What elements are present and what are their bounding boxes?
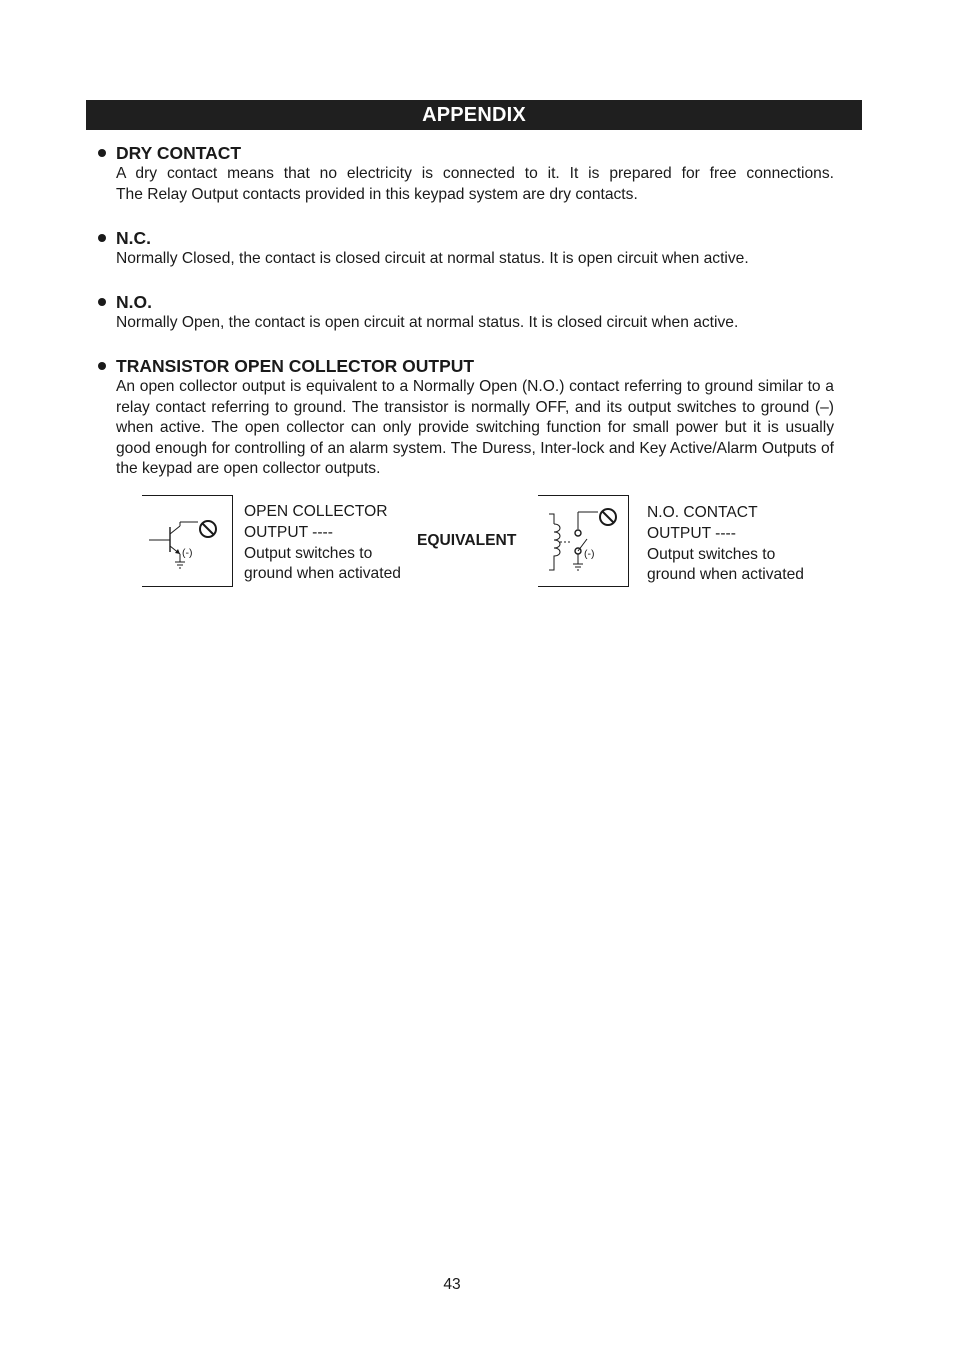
section-body (116, 313, 834, 334)
section-nc (98, 227, 834, 270)
section-dry-contact (98, 142, 834, 205)
body-line: A dry contact means that no electricity is connected to it. It is prepared for free connections. (116, 165, 834, 182)
equivalent-label: EQUIVALENT (417, 532, 517, 549)
bullet-icon (98, 234, 106, 242)
bullet-icon (98, 149, 106, 157)
section-title: DRY CONTACT (98, 142, 834, 164)
negative-terminal-label: (-) (584, 548, 595, 560)
negative-terminal-label: (-) (182, 547, 193, 559)
page-number: 43 (443, 1276, 461, 1293)
no-contact-diagram (538, 495, 629, 587)
bullet-icon (98, 362, 106, 370)
section-title: N.O. (98, 291, 834, 313)
body-line: Normally Closed, the contact is closed circuit at normal status. It is open circuit when active. (116, 250, 749, 267)
section-open-collector (98, 355, 834, 480)
page-header (86, 100, 862, 130)
open-collector-diagram (142, 495, 233, 587)
relay-contact-symbol-icon (538, 496, 628, 586)
section-body: An open collector output is equivalent to a Normally Open (N.O.) contact referring to ground similar to a relay contact referring to ground. The transistor is normally OFF, and its output switches to ground (–) when active. The open collector can only provide switching function for small power but it is usually good enough for controlling of an alarm system. The Duress, Inter-lock and Key Active/Alarm Outputs of the keypad are open collector outputs. (116, 378, 834, 478)
section-no (98, 291, 834, 334)
transistor-symbol-icon (142, 496, 232, 586)
body-line: Normally Open, the contact is open circuit at normal status. It is closed circuit when active. (116, 314, 739, 331)
bullet-icon (98, 298, 106, 306)
open-collector-caption: OPEN COLLECTOR OUTPUT ---- Output switches to ground when activated (244, 503, 401, 583)
no-contact-caption: N.O. CONTACT OUTPUT ---- Output switches to ground when activated (647, 504, 804, 584)
section-body (116, 249, 834, 270)
body-line: The Relay Output contacts provided in this keypad system are dry contacts. (116, 185, 638, 203)
section-title: N.C. (98, 227, 834, 249)
section-title: TRANSISTOR OPEN COLLECTOR OUTPUT (98, 355, 834, 377)
header-title: APPENDIX (422, 103, 526, 126)
section-body (116, 164, 834, 205)
